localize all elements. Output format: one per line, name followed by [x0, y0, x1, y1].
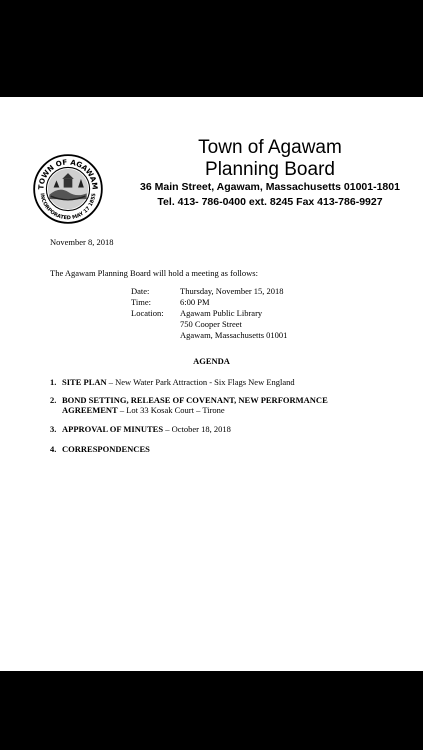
agenda-item-number: 4.: [50, 444, 57, 454]
letter-date: November 8, 2018: [50, 237, 114, 247]
agenda-item-number: 2.: [50, 395, 57, 405]
seal-bottom-text: INCORPORATED MAY 17 1855: [38, 192, 98, 222]
board-name: Planning Board: [205, 159, 335, 180]
meeting-date-label: Date:: [131, 286, 150, 296]
agenda-item-detail: – New Water Park Attraction - Six Flags New England: [106, 377, 295, 387]
agenda-item: [50, 395, 328, 405]
agenda-item: [50, 377, 295, 387]
location-line: 750 Cooper Street: [180, 319, 242, 329]
agenda-item-heading-continued: AGREEMENT: [62, 405, 118, 415]
agenda-item: [50, 424, 231, 434]
document-page: [0, 97, 423, 671]
agenda-item-heading: BOND SETTING, RELEASE OF COVENANT, NEW PERFORMANCE: [62, 395, 328, 405]
board-address: 36 Main Street, Agawam, Massachusetts 01001-1801: [140, 181, 400, 193]
meeting-date-value: Thursday, November 15, 2018: [180, 286, 284, 296]
meeting-intro: The Agawam Planning Board will hold a meeting as follows:: [50, 268, 258, 278]
agenda-title: AGENDA: [193, 356, 230, 366]
agenda-item-heading: SITE PLAN: [62, 377, 107, 387]
town-seal-logo: [32, 153, 104, 225]
meeting-location-label: Location:: [131, 308, 164, 318]
agenda-item-number: 3.: [50, 424, 57, 434]
town-name: Town of Agawam: [198, 137, 342, 158]
location-line: Agawam, Massachusetts 01001: [180, 330, 288, 340]
agenda-item-detail: – October 18, 2018: [163, 424, 231, 434]
agenda-item-number: 1.: [50, 377, 57, 387]
location-line: Agawam Public Library: [180, 308, 263, 318]
agenda-item-heading: APPROVAL OF MINUTES: [62, 424, 164, 434]
agenda-item: [50, 444, 150, 454]
meeting-time-label: Time:: [131, 297, 152, 307]
seal-top-text: TOWN OF AGAWAM: [36, 157, 100, 190]
agenda-item-continuation: [62, 405, 225, 415]
agenda-item-detail: – Lot 33 Kosak Court – Tirone: [117, 405, 225, 415]
agenda-item-heading: CORRESPONDENCES: [62, 444, 150, 454]
meeting-time-value: 6:00 PM: [180, 297, 210, 307]
board-contact: Tel. 413- 786-0400 ext. 8245 Fax 413-786-9927: [157, 196, 383, 208]
